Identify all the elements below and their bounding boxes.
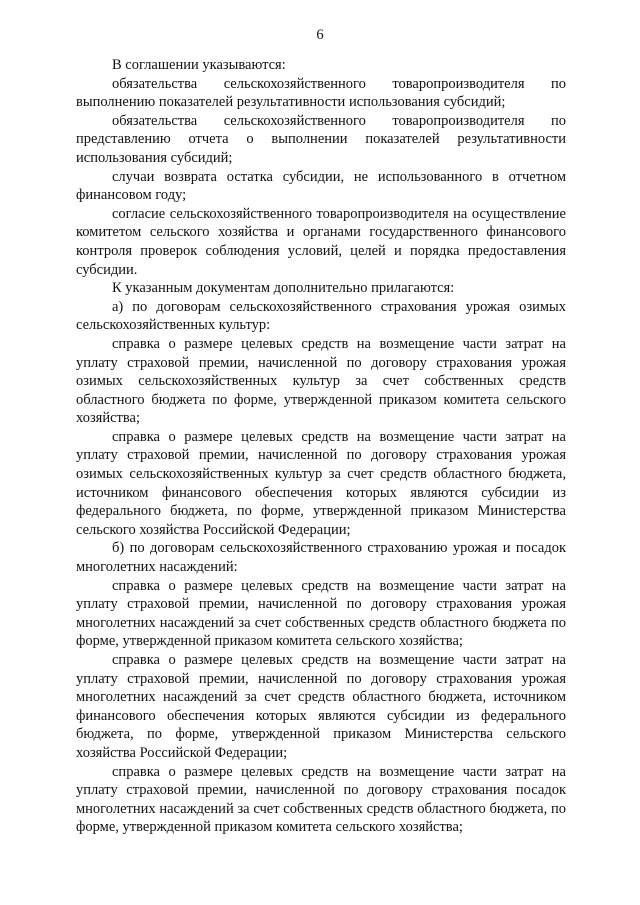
- page-number: 6: [316, 27, 324, 43]
- paragraph: а) по договорам сельскохозяйственного страхования урожая озимых сельскохозяйственных культур:: [76, 298, 566, 334]
- paragraph: обязательства сельскохозяйственного товаропроизводителя по представлению отчета о выполнении показателей результативности использования субсидий;: [76, 112, 566, 166]
- paragraph: случаи возврата остатка субсидии, не использованного в отчетном финансовом году;: [76, 168, 566, 204]
- document-body: [76, 56, 566, 837]
- paragraph: справка о размере целевых средств на возмещение части затрат на уплату страховой премии, начисленной по договору страхования урожая многолетних насаждений за счет собственных средств областного бюджета по форме, утвержденной приказом комитета сельского хозяйства;: [76, 577, 566, 650]
- paragraph: согласие сельскохозяйственного товаропроизводителя на осуществление комитетом сельского хозяйства и органами государственного финансового контроля проверок соблюдения условий, целей и порядка предоставления субсидии.: [76, 205, 566, 278]
- paragraph: справка о размере целевых средств на возмещение части затрат на уплату страховой премии, начисленной по договору страхования посадок многолетних насаждений за счет собственных средств областного бюджета, по форме, утвержденной приказом комитета сельского хозяйства;: [76, 763, 566, 836]
- paragraph: К указанным документам дополнительно прилагаются:: [112, 280, 455, 297]
- paragraph: справка о размере целевых средств на возмещение части затрат на уплату страховой премии, начисленной по договору страхования урожая многолетних насаждений за счет средств областного бюджета, источником финансового обеспечения которых являются субсидии из федерального бюджета, по форме, утвержденной приказом Министерства сельского хозяйства Российской Федерации;: [76, 652, 566, 761]
- paragraph: обязательства сельскохозяйственного товаропроизводителя по выполнению показателей результативности использования субсидий;: [76, 75, 566, 111]
- paragraph: справка о размере целевых средств на возмещение части затрат на уплату страховой премии, начисленной по договору страхования урожая озимых сельскохозяйственных культур за счет собственных средств областного бюджета по форме, утвержденной приказом комитета сельского хозяйства;: [76, 335, 566, 427]
- paragraph: В соглашении указываются:: [112, 57, 286, 73]
- paragraph: б) по договорам сельскохозяйственного страхованию урожая и посадок многолетних насаждений:: [76, 540, 566, 576]
- paragraph: справка о размере целевых средств на возмещение части затрат на уплату страховой премии, начисленной по договору страхования урожая озимых сельскохозяйственных культур за счет средств областного бюджета, источником финансового обеспечения которых являются субсидии из федерального бюджета, по форме, утвержденной приказом Министерства сельского хозяйства Российской Федерации;: [76, 428, 566, 538]
